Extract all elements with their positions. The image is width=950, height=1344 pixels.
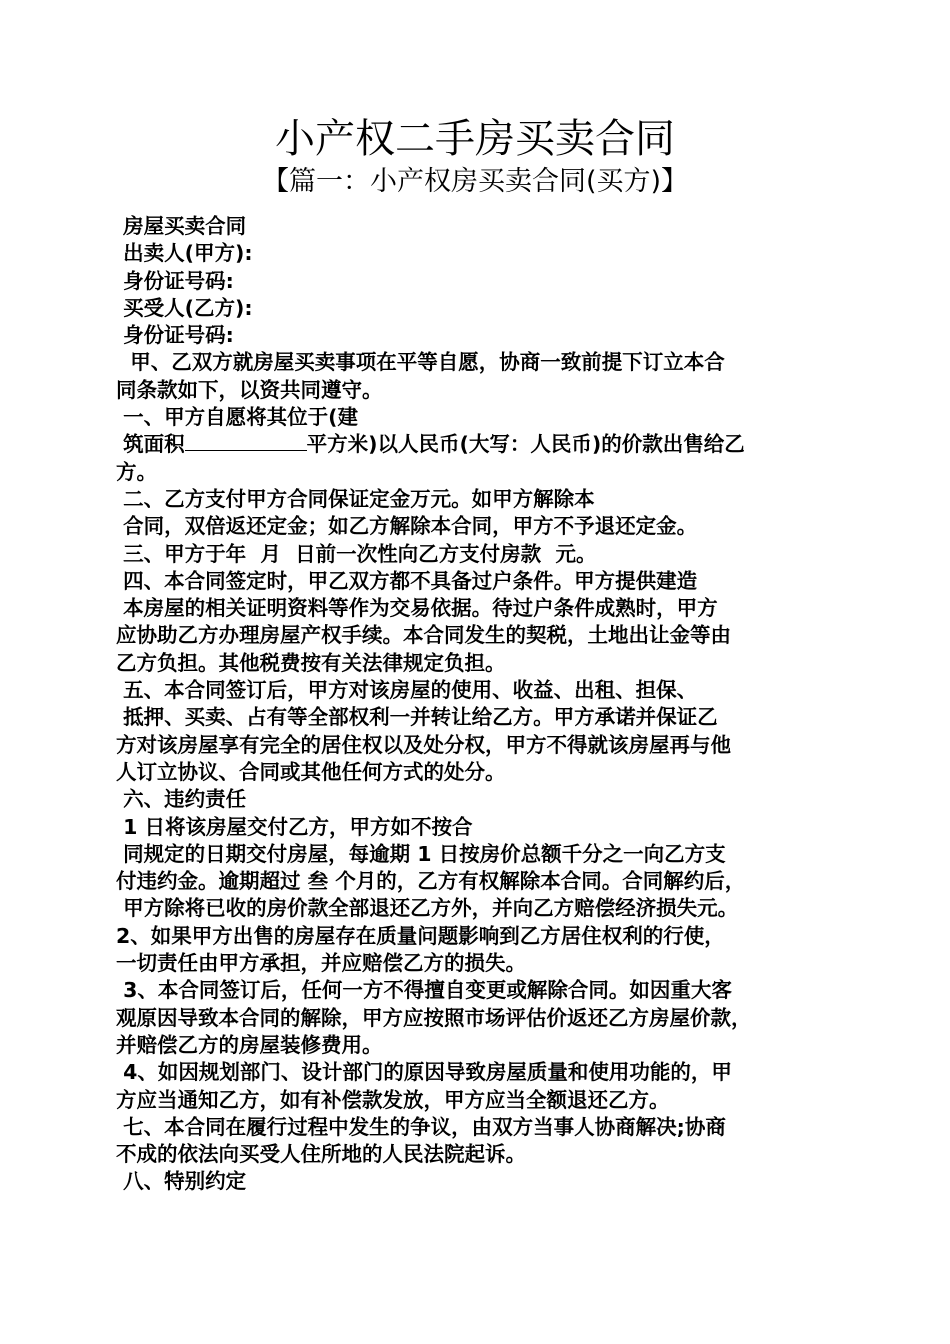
document-subtitle: 【篇一：小产权房买卖合同(买方)】 xyxy=(261,166,689,197)
body-line: 并赔偿乙方的房屋装修费用。 xyxy=(116,1032,383,1057)
body-line: 1 日将该房屋交付乙方，甲方如不按合 xyxy=(116,814,473,839)
body-line: 2、如果甲方出售的房屋存在质量问题影响到乙方居住权利的行使， xyxy=(116,923,725,948)
contract-body xyxy=(116,213,856,1196)
body-line: 二、乙方支付甲方合同保证定金万元。如甲方解除本 xyxy=(116,486,595,511)
body-line: 方。 xyxy=(116,459,157,484)
body-line: 付违约金。逾期超过 叁 个月的，乙方有权解除本合同。合同解约后， xyxy=(116,869,746,894)
body-line: 六、违约责任 xyxy=(116,787,247,812)
body-line: 方应当通知乙方，如有补偿款发放，甲方应当全额退还乙方。 xyxy=(116,1087,670,1112)
body-line: 本房屋的相关证明资料等作为交易依据。待过户条件成熟时，甲方 xyxy=(116,596,718,621)
body-line: 合同，双倍返还定金；如乙方解除本合同，甲方不予退还定金。 xyxy=(116,514,698,539)
body-line: 方对该房屋享有完全的居住权以及处分权，甲方不得就该房屋再与他 xyxy=(116,732,731,757)
body-line: 同规定的日期交付房屋，每逾期 1 日按房价总额千分之一向乙方支 xyxy=(116,841,726,866)
body-line: 甲方除将已收的房价款全部退还乙方外，并向乙方赔偿经济损失元。 xyxy=(116,896,739,921)
area-blank xyxy=(185,432,307,451)
body-line: 三、甲方于年 月 日前一次性向乙方支付房款 元。 xyxy=(116,541,597,566)
body-line: 一、甲方自愿将其位于(建 xyxy=(116,405,359,430)
body-line: 4、如因规划部门、设计部门的原因导致房屋质量和使用功能的，甲 xyxy=(116,1060,732,1085)
body-line: 四、本合同签定时，甲乙双方都不具备过户条件。甲方提供建造 xyxy=(116,568,698,593)
body-line: 人订立协议、合同或其他任何方式的处分。 xyxy=(116,759,506,784)
body-line: 一切责任由甲方承担，并应赔偿乙方的损失。 xyxy=(116,951,526,976)
body-line: 抵押、买卖、占有等全部权利一并转让给乙方。甲方承诺并保证乙 xyxy=(116,705,718,730)
body-line: 五、本合同签订后，甲方对该房屋的使用、收益、出租、担保、 xyxy=(116,678,698,703)
body-line: 身份证号码: xyxy=(116,268,234,293)
body-line: 房屋买卖合同 xyxy=(116,214,247,238)
body-line: 身份证号码: xyxy=(116,323,234,348)
area-line-suffix: 平方米)以人民币(大写：人民币)的价款出售给乙 xyxy=(306,432,745,457)
body-line: 出卖人(甲方): xyxy=(116,241,253,266)
body-line: 同条款如下，以资共同遵守。 xyxy=(116,377,383,402)
body-line: 应协助乙方办理房屋产权手续。本合同发生的契税，土地出让金等由 xyxy=(116,623,731,648)
body-line: 3、本合同签订后，任何一方不得擅自变更或解除合同。如因重大客 xyxy=(116,978,732,1003)
body-line: 甲、乙双方就房屋买卖事项在平等自愿，协商一致前提下订立本合 xyxy=(116,350,725,375)
body-line: 买受人(乙方): xyxy=(116,295,253,320)
body-line: 乙方负担。其他税费按有关法律规定负担。 xyxy=(116,650,506,675)
body-line: 八、特别约定 xyxy=(116,1169,247,1194)
body-line: 观原因导致本合同的解除，甲方应按照市场评估价返还乙方房屋价款， xyxy=(116,1005,752,1030)
area-line xyxy=(116,431,856,458)
area-line-prefix: 筑面积 xyxy=(116,432,185,457)
body-line: 不成的依法向买受人住所地的人民法院起诉。 xyxy=(116,1142,526,1167)
body-line: 七、本合同在履行过程中发生的争议，由双方当事人协商解决;协商 xyxy=(116,1114,726,1139)
document-title: 小产权二手房买卖合同 xyxy=(275,116,675,162)
